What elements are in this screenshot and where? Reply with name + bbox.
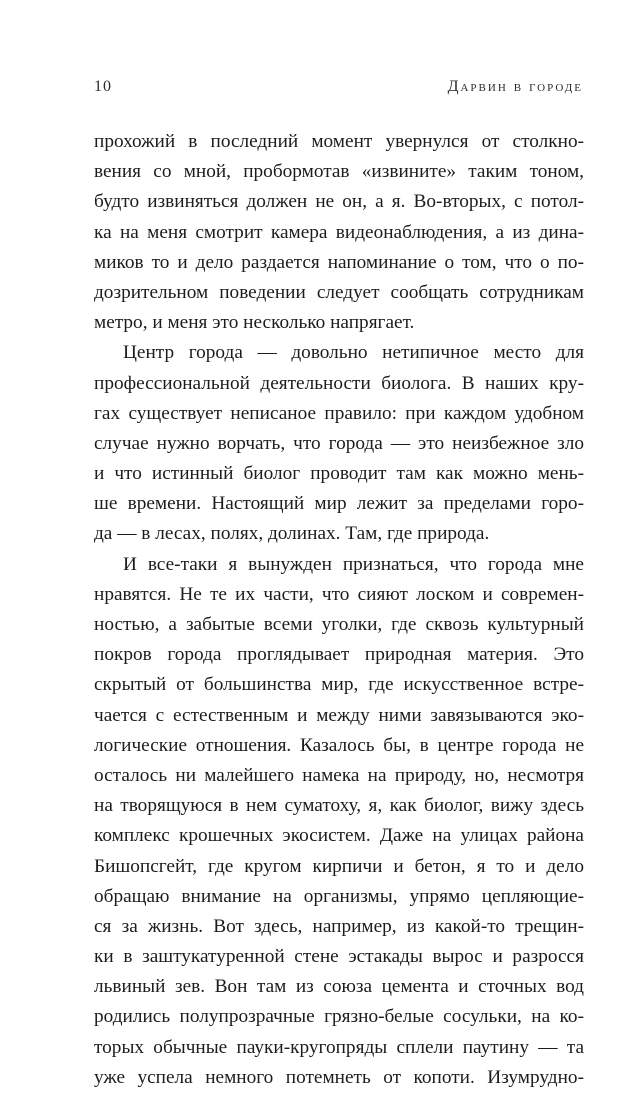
text-line: ше времени. Настоящий мир лежит за пределами горо- <box>94 493 584 515</box>
text-line: метро, и меня это несколько напрягает. <box>94 312 415 334</box>
text-line: вения со мной, пробормотав «извините» таким тоном, <box>94 161 584 183</box>
text-line: нравятся. Не те их части, что сияют лоском и современ- <box>94 583 584 605</box>
text-line: гах существует неписаное правило: при каждом удобном <box>94 402 584 424</box>
text-line: торых обычные пауки-кругопряды сплели паутину — та <box>94 1036 584 1058</box>
text-line: да — в лесах, полях, долинах. Там, где природа. <box>94 523 490 545</box>
text-line: случае нужно ворчать, что города — это неизбежное зло <box>94 432 584 454</box>
text-line: чается с естественным и между ними завязываются эко- <box>94 704 584 726</box>
text-line: Центр города — довольно нетипичное место для <box>123 342 584 364</box>
text-line: обращаю внимание на организмы, упрямо цепляющие- <box>94 885 584 907</box>
text-line: покров города проглядывает природная материя. Это <box>94 644 584 666</box>
body-text <box>94 127 584 1093</box>
text-line: ки в заштукатуренной стене эстакады вырос и разросся <box>94 946 584 968</box>
text-line: и что истинный биолог проводит там как можно мень- <box>94 463 584 485</box>
text-line: И все-таки я вынужден признаться, что города мне <box>123 553 584 575</box>
text-line: родились полупрозрачные грязно-белые сосульки, на ко- <box>94 1006 584 1028</box>
paragraph <box>94 127 584 338</box>
text-line: ся за жизнь. Вот здесь, например, из какой-то трещин- <box>94 915 584 937</box>
text-line: ностью, а забытые всеми уголки, где сквозь культурный <box>94 614 584 635</box>
text-line: на творящуюся в нем суматоху, я, как биолог, вижу здесь <box>94 795 584 817</box>
running-head <box>94 78 583 100</box>
paragraph <box>94 338 584 549</box>
text-line: профессиональной деятельности биолога. В наших кру- <box>94 372 584 394</box>
text-line: будто извиняться должен не он, а я. Во-вторых, с потол- <box>94 191 584 213</box>
text-line: осталось ни малейшего намека на природу, но, несмотря <box>94 764 584 786</box>
text-line: дозрительном поведении следует сообщать сотрудникам <box>94 281 584 303</box>
text-line: Бишопсгейт, где кругом кирпичи и бетон, я то и дело <box>94 855 584 877</box>
text-line: миков то и дело раздается напоминание о том, что о по- <box>94 251 584 273</box>
paragraph <box>94 550 584 1093</box>
text-line: уже успела немного потемнеть от копоти. Изумрудно- <box>94 1066 584 1088</box>
page-number: 10 <box>94 78 112 95</box>
text-line: комплекс крошечных экосистем. Даже на улицах района <box>94 825 584 847</box>
text-line: логические отношения. Казалось бы, в центре города не <box>94 734 584 756</box>
text-line: прохожий в последний момент увернулся от столкно- <box>94 131 584 152</box>
text-line: львиный зев. Вон там из союза цемента и сточных вод <box>94 976 584 998</box>
text-line: скрытый от большинства мир, где искусственное встре- <box>94 674 584 696</box>
text-line: ка на меня смотрит камера видеонаблюдения, а из дина- <box>94 221 584 243</box>
running-title: Дарвин в городе <box>447 78 583 95</box>
